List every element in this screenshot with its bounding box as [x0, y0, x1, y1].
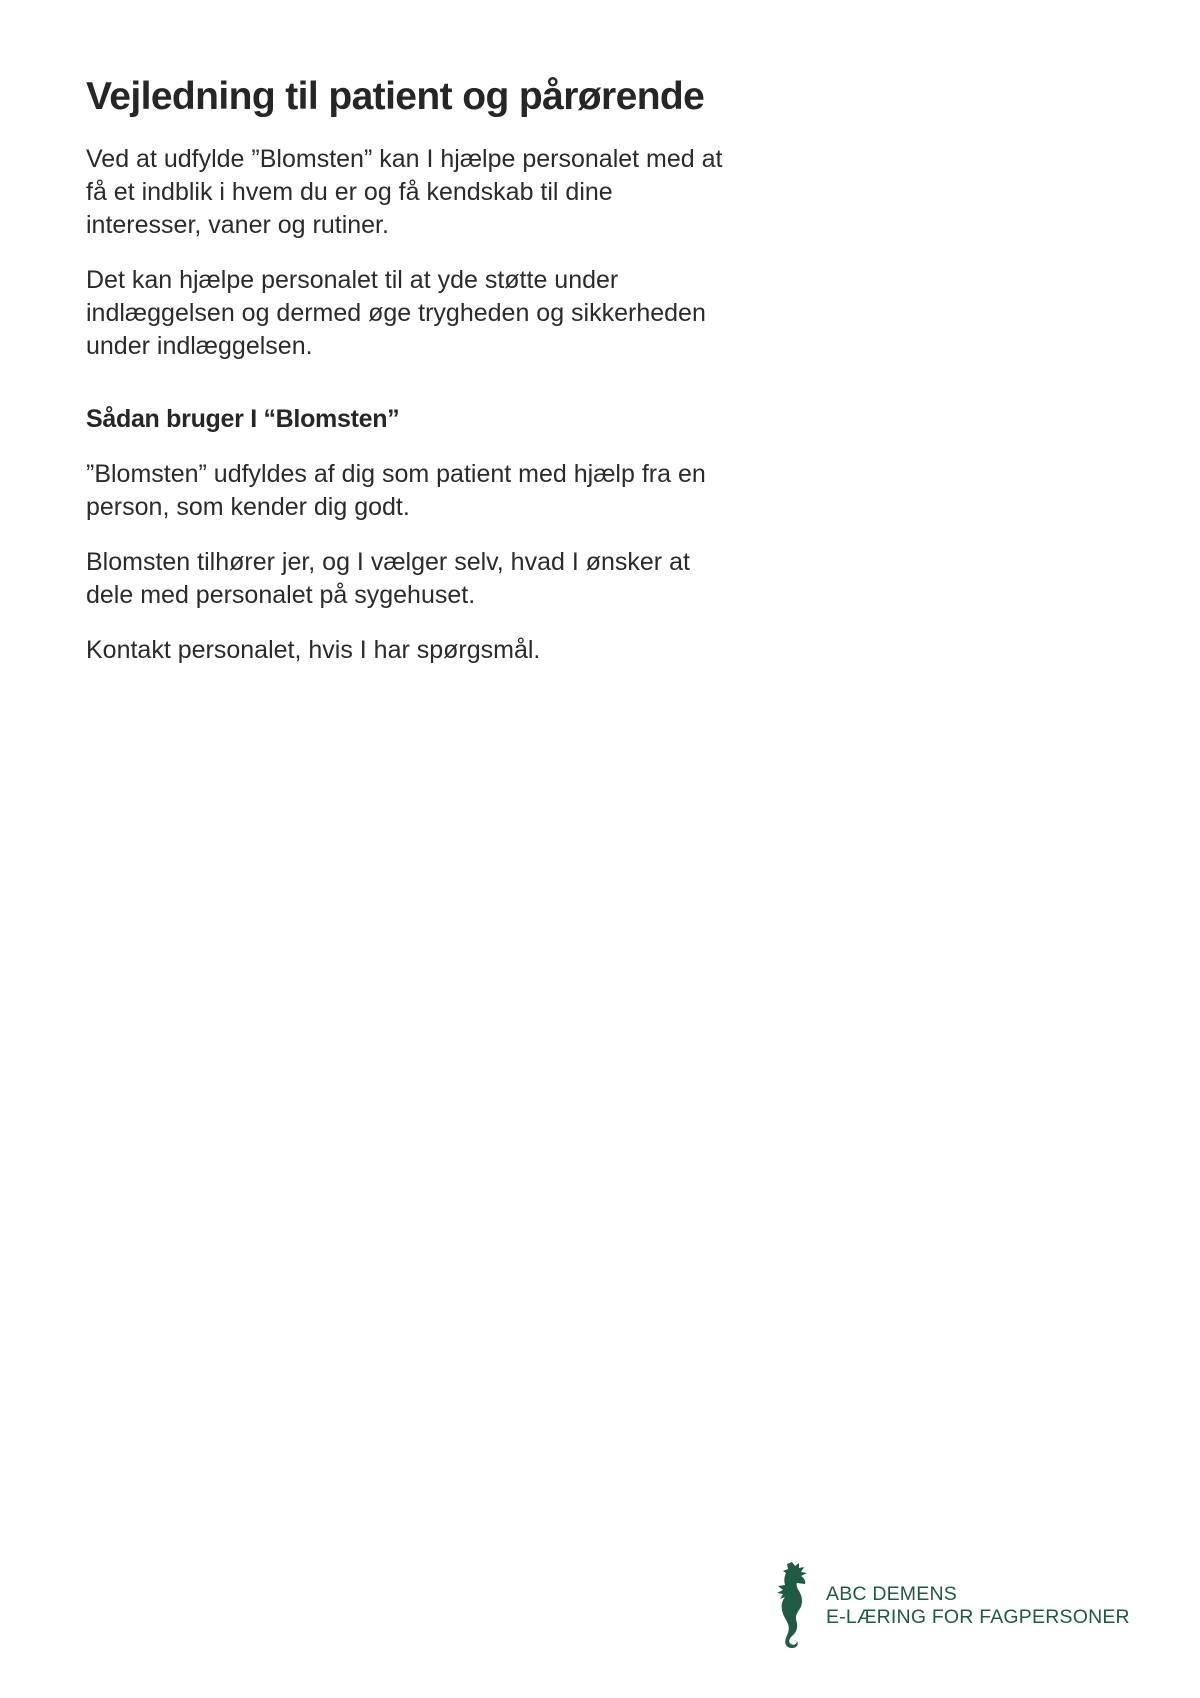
usage-paragraph: ”Blomsten” udfyldes af dig som patient med hjælp fra en person, som kender dig godt. [86, 459, 706, 521]
logo-line-1: ABC DEMENS [826, 1583, 957, 1605]
abc-demens-logo [770, 1560, 1130, 1648]
guide-content [86, 74, 726, 689]
usage-heading: Sådan bruger I “Blomsten” [86, 404, 400, 433]
logo-text [826, 1583, 1130, 1629]
intro-paragraph: Det kan hjælpe personalet til at yde støtte under indlæggelsen og dermed øge trygheden og sikkerheden under indlæggelsen. [86, 265, 706, 360]
page-title: Vejledning til patient og pårørende [86, 75, 705, 118]
logo-line-2: E-LÆRING FOR FAGPERSONER [826, 1606, 1130, 1628]
usage-paragraph: Kontakt personalet, hvis I har spørgsmål. [86, 635, 541, 664]
usage-paragraph: Blomsten tilhører jer, og I vælger selv, hvad I ønsker at dele med personalet på sygehuset. [86, 547, 690, 609]
seahorse-icon [770, 1560, 810, 1648]
intro-paragraph: Ved at udfylde ”Blomsten” kan I hjælpe personalet med at få et indblik i hvem du er og få kendskab til dine interesser, vaner og rutiner. [86, 144, 723, 239]
